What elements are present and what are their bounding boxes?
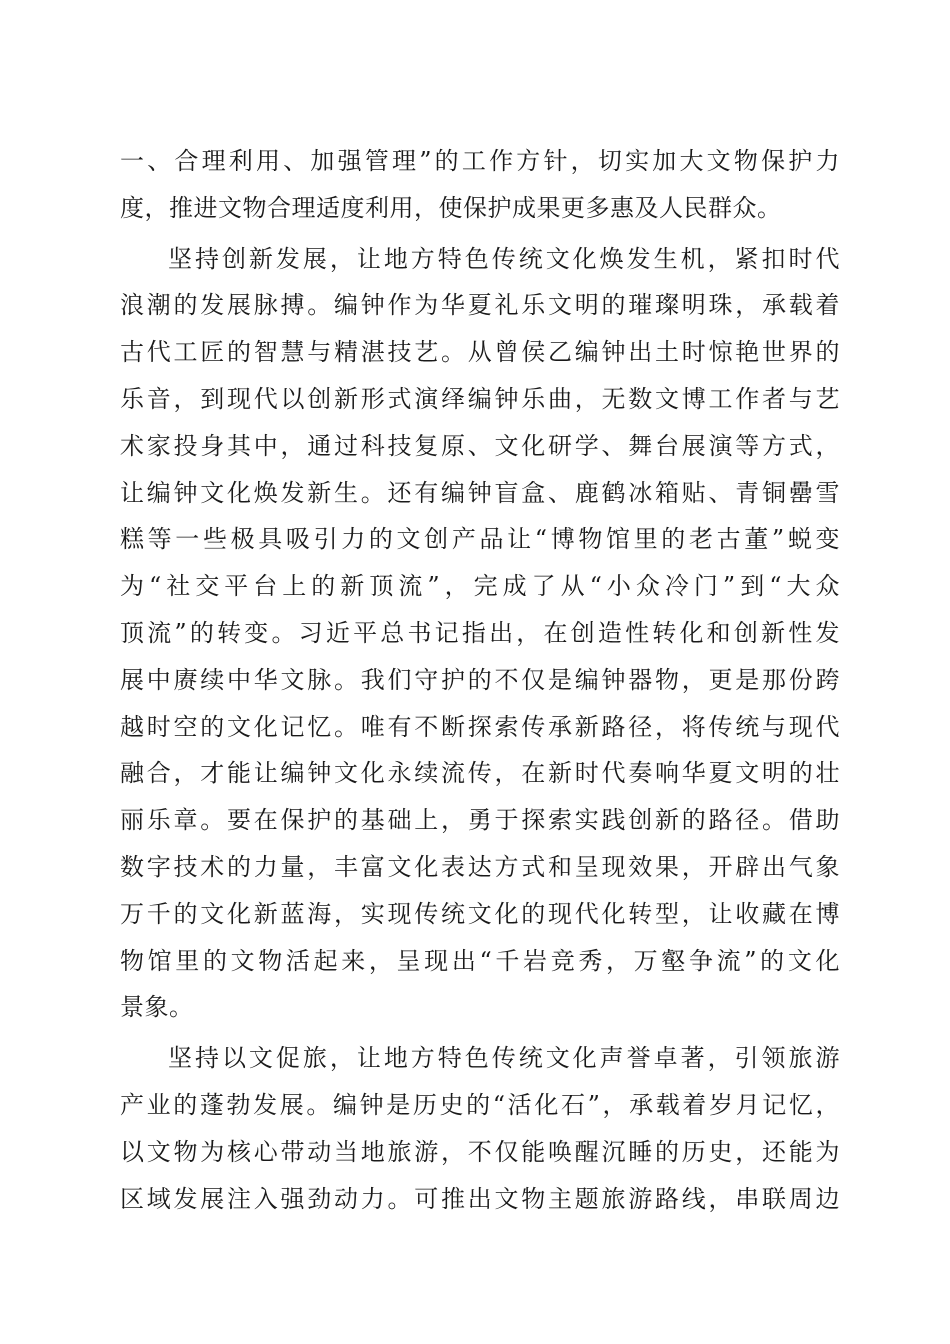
text-line: 糕等一些极具吸引力的文创产品让“博物馆里的老古董”蜕变 [120, 525, 840, 554]
text-line: 度，推进文物合理适度利用，使保护成果更多惠及人民群众。 [120, 193, 782, 222]
text-line: 万千的文化新蓝海，实现传统文化的现代化转型，让收藏在博 [120, 899, 840, 928]
text-line: 融合，才能让编钟文化永续流传，在新时代奏响华夏文明的壮 [120, 759, 840, 788]
text-line: 乐音，到现代以创新形式演绎编钟乐曲，无数文博工作者与艺 [120, 384, 840, 413]
text-line: 坚持以文促旅，让地方特色传统文化声誉卓著，引领旅游 [168, 1044, 840, 1073]
text-line: 景象。 [120, 993, 194, 1022]
paragraph-3 [120, 1035, 840, 1222]
text-line: 越时空的文化记忆。唯有不断探索传承新路径，将传统与现代 [120, 712, 840, 741]
text-line: 一、合理利用、加强管理”的工作方针，切实加大文物保护力 [120, 147, 840, 175]
text-line: 坚持创新发展，让地方特色传统文化焕发生机，紧扣时代 [168, 244, 840, 273]
text-line: 物馆里的文物活起来，呈现出“千岩竞秀，万壑争流”的文化 [120, 946, 840, 975]
text-line: 产业的蓬勃发展。编钟是历史的“活化石”，承载着岁月记忆， [120, 1090, 840, 1119]
paragraph-1 [120, 138, 840, 232]
text-line: 顶流”的转变。习近平总书记指出，在创造性转化和创新性发 [120, 618, 840, 647]
paragraph-2 [120, 236, 840, 1032]
text-line: 古代工匠的智慧与精湛技艺。从曾侯乙编钟出土时惊艳世界的 [120, 338, 840, 367]
document-body [120, 138, 840, 1222]
text-line: 区域发展注入强劲动力。可推出文物主题旅游路线，串联周边 [120, 1184, 840, 1213]
text-line: 让编钟文化焕发新生。还有编钟盲盒、鹿鹤冰箱贴、青铜罍雪 [120, 478, 840, 507]
text-line: 展中赓续中华文脉。我们守护的不仅是编钟器物，更是那份跨 [120, 665, 840, 694]
text-line: 为“社交平台上的新顶流”，完成了从“小众冷门”到“大众 [120, 572, 840, 601]
text-line: 术家投身其中，通过科技复原、文化研学、舞台展演等方式， [120, 431, 840, 460]
text-line: 以文物为核心带动当地旅游，不仅能唤醒沉睡的历史，还能为 [120, 1137, 840, 1166]
text-line: 数字技术的力量，丰富文化表达方式和呈现效果，开辟出气象 [120, 852, 840, 881]
text-line: 丽乐章。要在保护的基础上，勇于探索实践创新的路径。借助 [120, 806, 840, 835]
text-line: 浪潮的发展脉搏。编钟作为华夏礼乐文明的璀璨明珠，承载着 [120, 291, 840, 320]
